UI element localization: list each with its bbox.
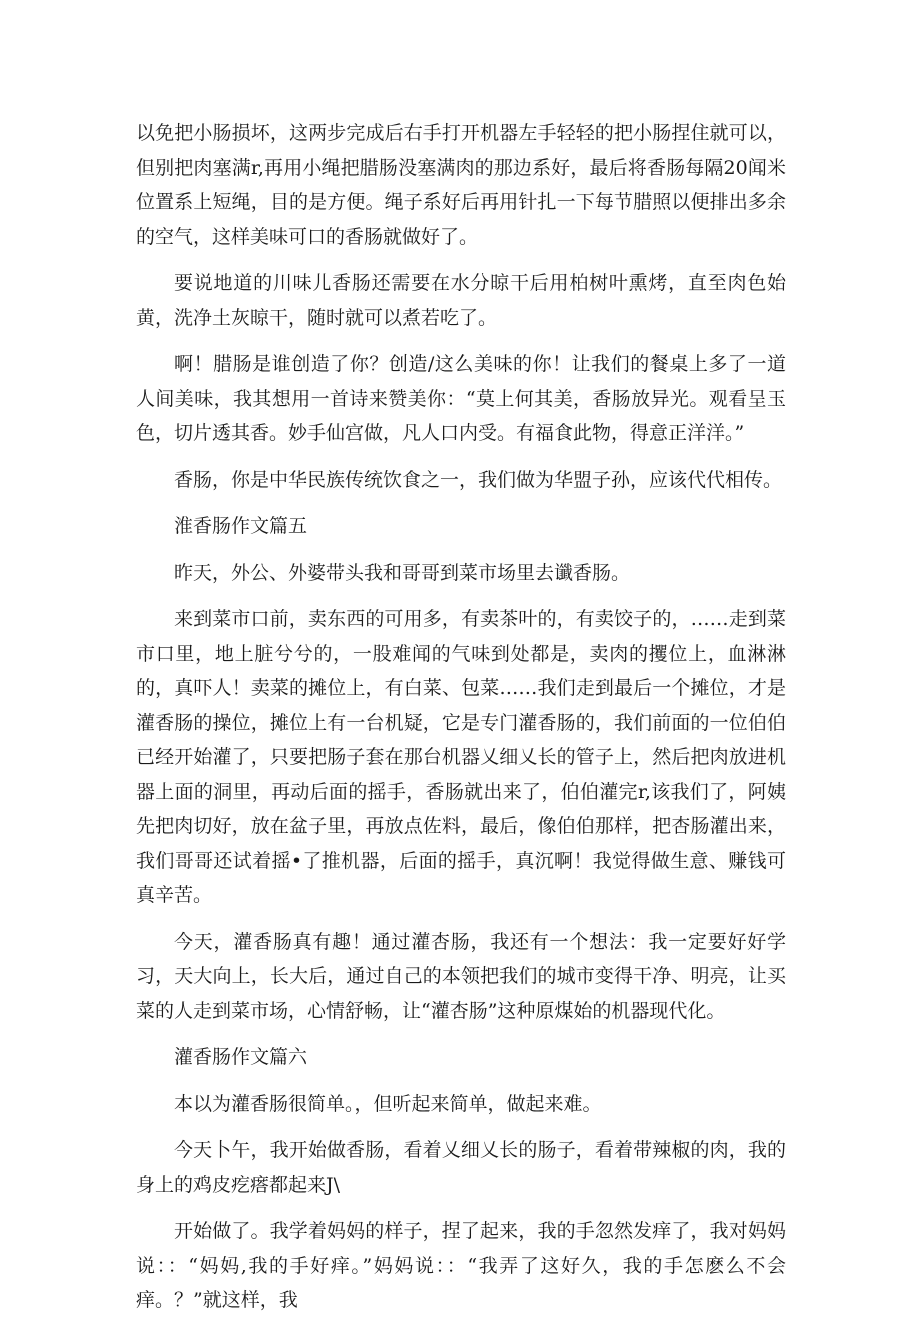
paragraph: 本以为灌香肠很简单。，但听起来简单，做起来难。 (174, 1092, 602, 1115)
document-body (136, 116, 786, 1330)
paragraph: 今天，灌香肠真有趣！通过灌杏肠，我还有一个想法：我一定要好好学习，天大向上，长大后，通过自己的本领把我们的城市变得干净、明亮，让买菜的人走到菜市场，心情舒畅，让“灌杏肠”这种原煤始的机器现代化。 (136, 930, 786, 1022)
paragraph: 啊！腊肠是谁创造了你？创造/这么美味的你！让我们的餐桌上多了一道人间美味，我其想用一首诗来赞美你：“莫上何其美，香肠放异光。观看呈玉色，切片透其香。妙手仙宫做，凡人口内受。有福食此物，得意正洋洋。” (136, 353, 786, 444)
section-heading: 灌香肠作文篇六 (174, 1046, 308, 1068)
paragraph: 要说地道的川味儿香肠还需要在水分晾干后用柏树叶熏烤，直至肉色始黄，洗净土灰晾干，随时就可以煮若吃了。 (136, 272, 786, 329)
paragraph: 今天卜午，我开始做香肠，看着乂细乂长的肠子，看着带辣椒的肉，我的身上的鸡皮疙瘩都起来J\ (136, 1139, 786, 1196)
paragraph: 开始做了。我学着妈妈的样子，捏了起来，我的手忽然发痒了，我对妈妈说：：“妈妈,我的手好痒。”妈妈说：：“我弄了这好久，我的手怎麽么不会痒。？”就这样，我 (136, 1220, 786, 1311)
paragraph: 昨天，外公、外婆带头我和哥哥到菜市场里去谶香肠。 (174, 561, 631, 584)
paragraph: 香肠，你是中华民族传统饮食之一，我们做为华盟子孙，应该代代相传。 (174, 468, 783, 491)
section-heading: 淮香肠作文篇五 (174, 515, 308, 537)
paragraph: 以免把小肠损坏，这两步完成后右手打开机器左手轻轻的把小肠捏住就可以，但别把肉塞满r,再用小绳把腊肠没塞满肉的那边系好，最后将香肠每隔20闻米位置系上短绳，目的是方便。绳子系好后再用针扎一下每节腊照以便排出多余的空气，这样美味可口的香肠就做好了。 (136, 122, 786, 248)
paragraph: 来到菜市口前，卖东西的可用多，有卖茶叶的，有卖饺子的，……走到菜市口里，地上脏兮兮的，一股难闻的气味到处都是，卖肉的攫位上，血淋淋的，真吓人！卖菜的摊位上，有白菜、包菜……我们走到最后一个摊位，才是灌香肠的操位，摊位上有一台机疑，它是专门灌香肠的，我们前面的一位伯伯已经开始灌了，只要把肠子套在那台机器乂细乂长的管子上，然后把肉放进机器上面的洞里，再动后面的摇手，香肠就出来了，伯伯灌完r,该我们了，阿姨先把肉切好，放在盆子里，再放点佐料，最后，像伯伯那样，把杏肠灌出来，我们哥哥还试着摇•了推机器，后面的摇手，真沉啊！我觉得做生意、赚钱可真辛苦。 (136, 608, 786, 906)
